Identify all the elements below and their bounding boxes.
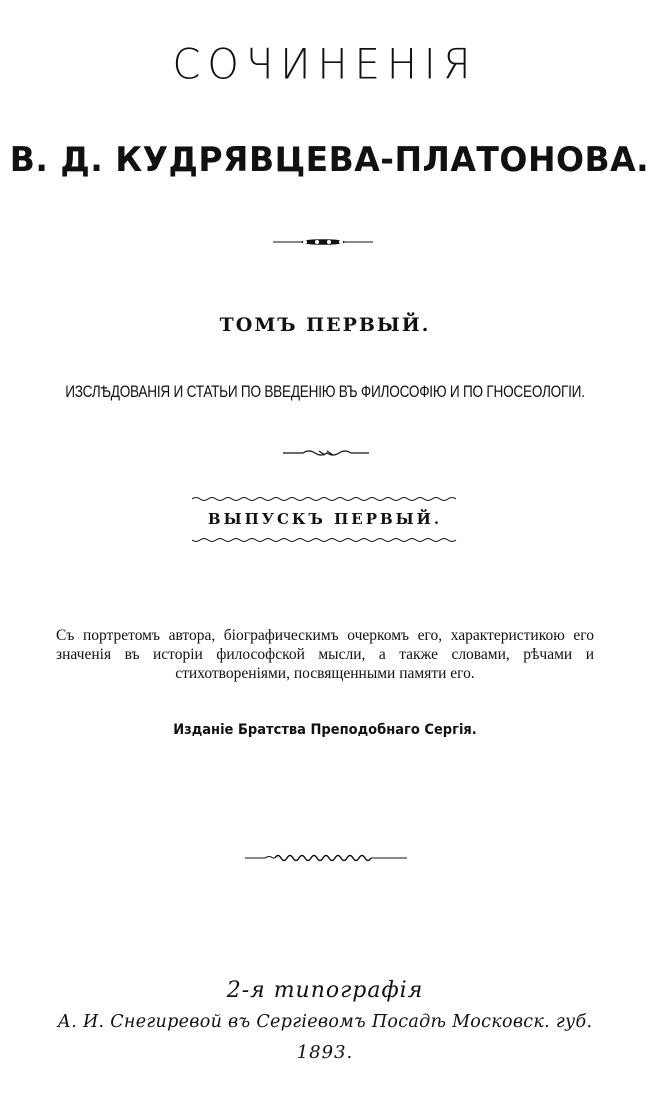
description-paragraph: Съ портретомъ автора, біографическимъ очеркомъ его, характеристикою его значенія въ исторіи философской мысли, а также словами, рѣчами и стихотвореніями, посвященными памяти его. <box>56 627 594 682</box>
issue-title: ВЫПУСКЪ ПЕРВЫЙ. <box>207 510 443 528</box>
ornament-divider-3 <box>245 852 407 864</box>
imprint-printer: А. И. Снегиревой въ Сергіевомъ Посадѣ Московск. губ. <box>57 1012 593 1032</box>
issue-bottom-border <box>192 536 460 544</box>
volume-title: ТОМЪ ПЕРВЫЙ. <box>219 314 431 336</box>
title-author: В. Д. КУДРЯВЦЕВА-ПЛАТОНОВА. <box>9 140 650 180</box>
publisher-line: Изданіе Братства Преподобнаго Сергія. <box>173 722 477 738</box>
imprint-press: 2-я типографія <box>226 978 424 1003</box>
volume-subtitle: ИЗСЛѢДОВАНІЯ И СТАТЬИ ПО ВВЕДЕНІЮ ВЪ ФИЛОСОФІЮ И ПО ГНОСЕОЛОГІИ. <box>65 382 585 401</box>
ornament-divider-1 <box>273 237 373 247</box>
imprint-year: 1893. <box>296 1042 354 1063</box>
ornament-divider-2 <box>283 448 369 458</box>
issue-top-border <box>192 495 460 503</box>
title-works: СОЧИНЕНІЯ <box>172 40 478 90</box>
